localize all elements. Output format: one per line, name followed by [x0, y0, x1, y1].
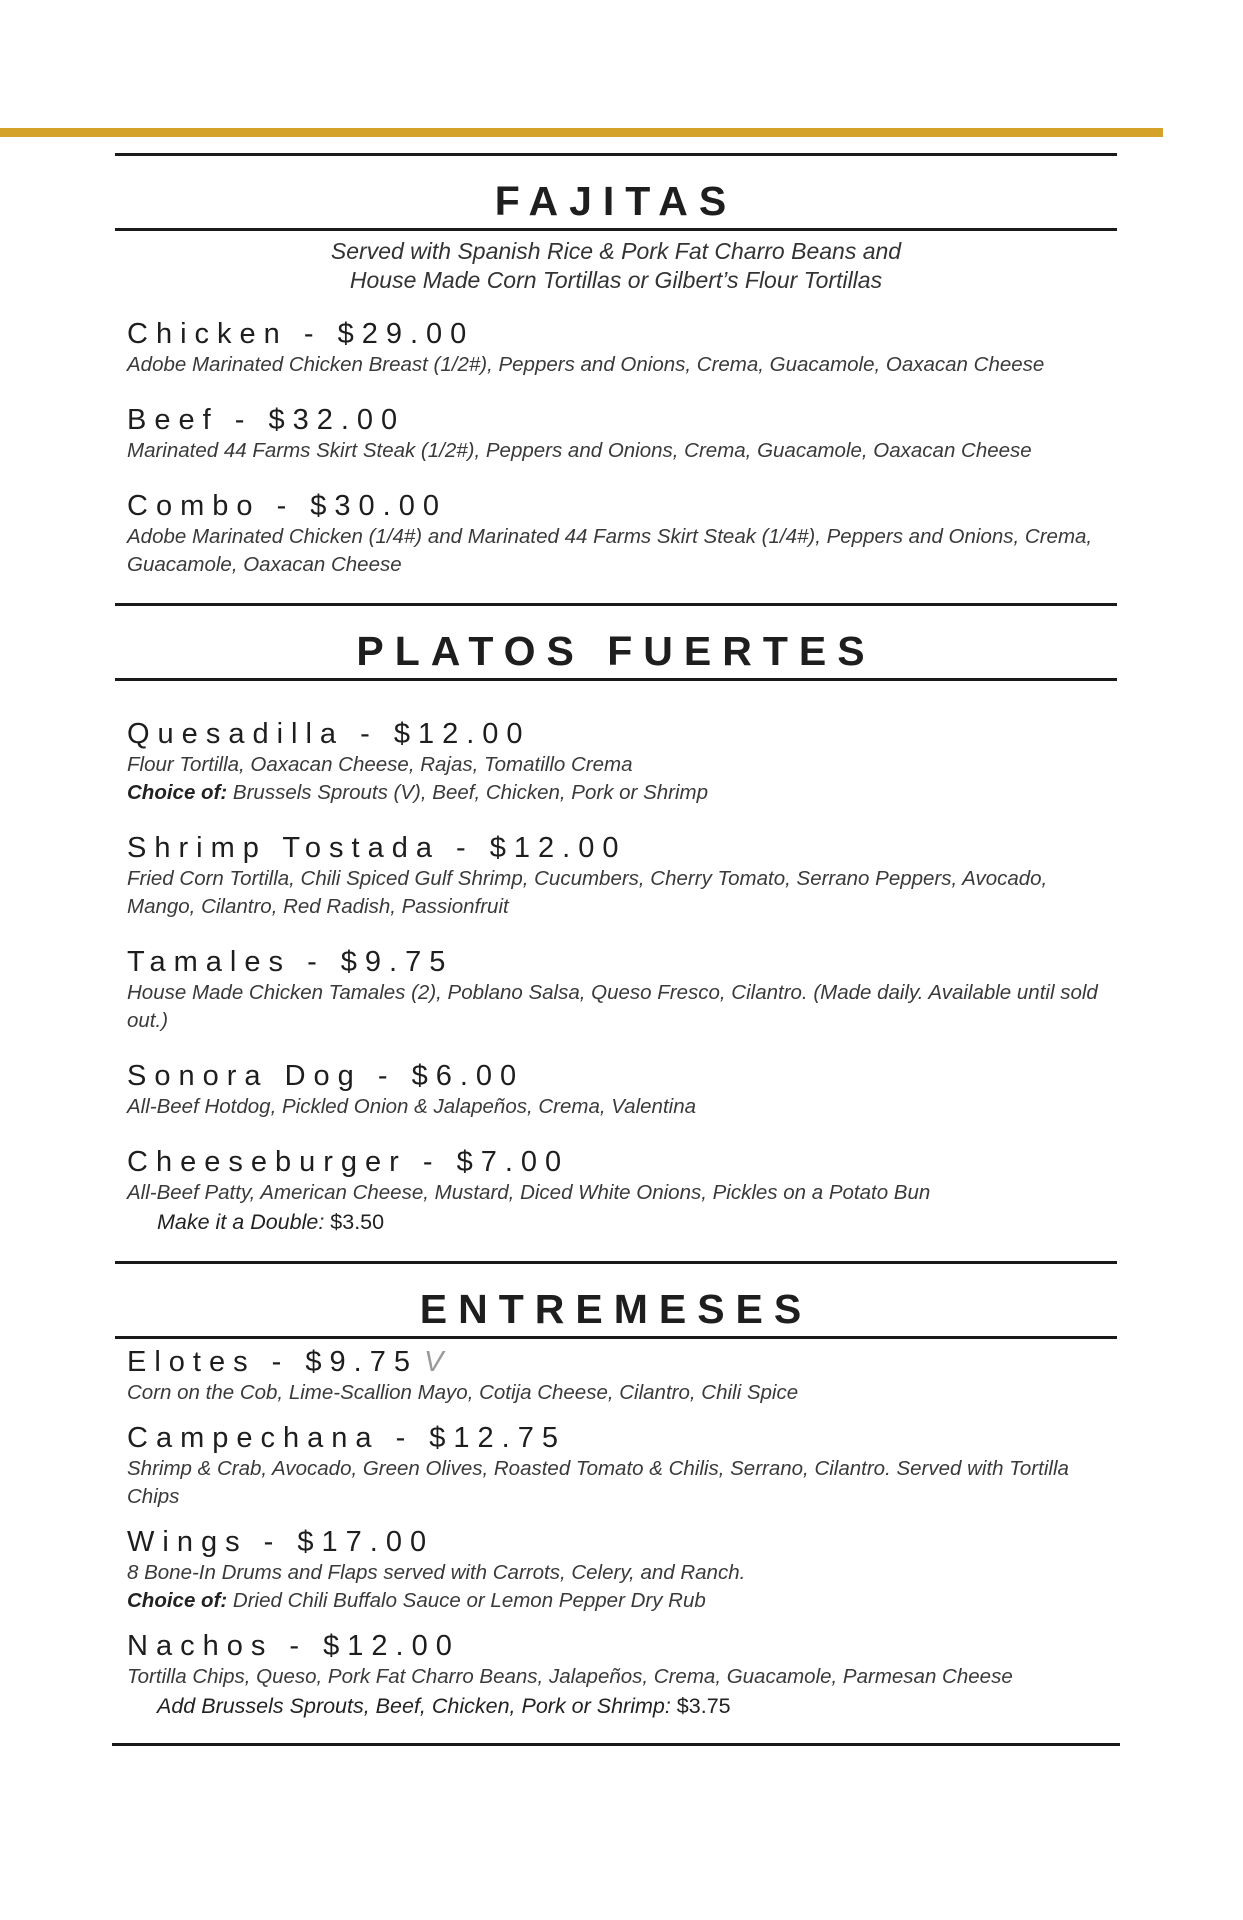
menu-page [115, 153, 1117, 1746]
item-name: Campechana [127, 1422, 380, 1454]
item-description: Tortilla Chips, Queso, Pork Fat Charro Beans, Jalapeños, Crema, Guacamole, Parmesan Cheese [127, 1665, 1013, 1688]
item-name: Elotes [127, 1346, 256, 1378]
item-price: $12.00 [323, 1630, 460, 1662]
item-separator: - [456, 832, 474, 864]
choice-label: Choice of: [127, 1589, 228, 1612]
item-addon [127, 1207, 1117, 1237]
item-name: Tamales [127, 946, 291, 978]
section-title: FAJITAS [494, 178, 738, 224]
item-name: Nachos [127, 1630, 274, 1662]
subtitle-line-1: Served with Spanish Rice & Pork Fat Charro Beans and [330, 238, 902, 264]
item-separator: - [271, 1346, 290, 1378]
item-price: $29.00 [337, 318, 475, 350]
item-heading [127, 717, 1117, 751]
item-separator: - [263, 1526, 282, 1558]
item-separator: - [422, 1146, 441, 1178]
menu-item-sonora-dog [115, 1059, 1117, 1121]
item-name: Shrimp Tostada [127, 832, 440, 864]
menu-item-cheeseburger [115, 1145, 1117, 1237]
menu-item-combo [115, 489, 1117, 579]
item-price: $6.00 [411, 1060, 525, 1092]
item-price: $12.00 [393, 718, 531, 750]
section-platos-fuertes [115, 603, 1117, 1237]
addon-price: $3.50 [324, 1210, 385, 1234]
section-title: PLATOS FUERTES [356, 628, 876, 674]
gold-accent-bar [0, 128, 1163, 137]
vegetarian-badge: V [423, 1346, 444, 1378]
item-price: $30.00 [310, 490, 447, 522]
item-name: Quesadilla [127, 718, 345, 750]
section-rule-bottom [115, 678, 1117, 681]
item-choice [127, 779, 1117, 807]
item-description: Adobe Marinated Chicken Breast (1/2#), Peppers and Onions, Crema, Guacamole, Oaxacan Cheese [127, 353, 1045, 376]
item-name: Chicken [127, 318, 288, 350]
closing-rule [112, 1743, 1120, 1746]
item-heading [127, 489, 1117, 523]
item-separator: - [234, 404, 253, 436]
item-price: $17.00 [297, 1526, 435, 1558]
item-heading [127, 1059, 1117, 1093]
item-name: Wings [127, 1526, 248, 1558]
item-heading [127, 1145, 1117, 1179]
item-name: Beef [127, 404, 219, 436]
item-separator: - [360, 718, 378, 750]
menu-item-elotes [115, 1345, 1117, 1407]
item-addon [127, 1691, 1117, 1721]
item-separator: - [377, 1060, 396, 1092]
subtitle-line-2: House Made Corn Tortillas or Gilbert’s Flour Tortillas [349, 267, 883, 293]
item-separator: - [303, 318, 322, 350]
item-separator: - [289, 1630, 308, 1662]
item-price: $9.75 [305, 1346, 418, 1378]
item-price: $12.00 [489, 832, 627, 864]
item-price: $32.00 [268, 404, 406, 436]
choice-text: Brussels Sprouts (V), Beef, Chicken, Pork or Shrimp [227, 781, 708, 804]
item-description: Corn on the Cob, Lime-Scallion Mayo, Cotija Cheese, Cilantro, Chili Spice [127, 1381, 799, 1404]
menu-item-wings [115, 1525, 1117, 1615]
section-entremeses [115, 1261, 1117, 1746]
item-price: $9.75 [340, 946, 454, 978]
item-heading [127, 317, 1117, 351]
item-separator: - [307, 946, 325, 978]
addon-price: $3.75 [670, 1694, 731, 1718]
menu-item-beef [115, 403, 1117, 465]
item-name: Combo [127, 490, 261, 522]
item-heading [127, 945, 1117, 979]
menu-item-tamales [115, 945, 1117, 1035]
item-heading [127, 1629, 1117, 1663]
item-description: Shrimp & Crab, Avocado, Green Olives, Roasted Tomato & Chilis, Serrano, Cilantro. Served with Tortilla Chips [127, 1457, 1069, 1508]
item-price: $12.75 [429, 1422, 566, 1454]
item-description: Fried Corn Tortilla, Chili Spiced Gulf Shrimp, Cucumbers, Cherry Tomato, Serrano Peppers, Avocado, Mango, Cilantro, Red Radish, Passionfruit [127, 867, 1048, 918]
choice-label: Choice of: [127, 781, 228, 804]
section-subtitle [115, 237, 1117, 295]
item-heading [127, 1525, 1117, 1559]
item-heading [127, 831, 1117, 865]
item-description: Adobe Marinated Chicken (1/4#) and Marinated 44 Farms Skirt Steak (1/4#), Peppers and Onions, Crema, Guacamole, Oaxacan Cheese [127, 525, 1093, 576]
item-heading [127, 1345, 1117, 1379]
item-name: Cheeseburger [127, 1146, 407, 1178]
choice-text: Dried Chili Buffalo Sauce or Lemon Pepper Dry Rub [227, 1589, 706, 1612]
section-rule-bottom [115, 1336, 1117, 1339]
section-title: ENTREMESES [419, 1286, 813, 1332]
item-description: All-Beef Patty, American Cheese, Mustard, Diced White Onions, Pickles on a Potato Bun [127, 1181, 931, 1204]
item-name: Sonora Dog [127, 1060, 362, 1092]
addon-label: Add Brussels Sprouts, Beef, Chicken, Pork or Shrimp: [157, 1694, 671, 1718]
item-description: 8 Bone-In Drums and Flaps served with Carrots, Celery, and Ranch. [127, 1561, 746, 1584]
item-description: House Made Chicken Tamales (2), Poblano Salsa, Queso Fresco, Cilantro. (Made daily. Available until sold out.) [127, 981, 1098, 1032]
item-heading [127, 1421, 1117, 1455]
addon-label: Make it a Double: [157, 1210, 325, 1234]
menu-item-campechana [115, 1421, 1117, 1511]
item-description: All-Beef Hotdog, Pickled Onion & Jalapeños, Crema, Valentina [127, 1095, 696, 1118]
menu-item-chicken [115, 317, 1117, 379]
item-separator: - [395, 1422, 414, 1454]
menu-item-quesadilla [115, 717, 1117, 807]
section-fajitas [115, 153, 1117, 579]
menu-item-nachos [115, 1629, 1117, 1721]
item-description: Marinated 44 Farms Skirt Steak (1/2#), Peppers and Onions, Crema, Guacamole, Oaxacan Cheese [127, 439, 1032, 462]
item-heading [127, 403, 1117, 437]
item-description: Flour Tortilla, Oaxacan Cheese, Rajas, Tomatillo Crema [127, 753, 633, 776]
item-price: $7.00 [456, 1146, 570, 1178]
item-separator: - [276, 490, 295, 522]
section-rule-bottom [115, 228, 1117, 231]
item-choice [127, 1587, 1117, 1615]
menu-item-shrimp-tostada [115, 831, 1117, 921]
